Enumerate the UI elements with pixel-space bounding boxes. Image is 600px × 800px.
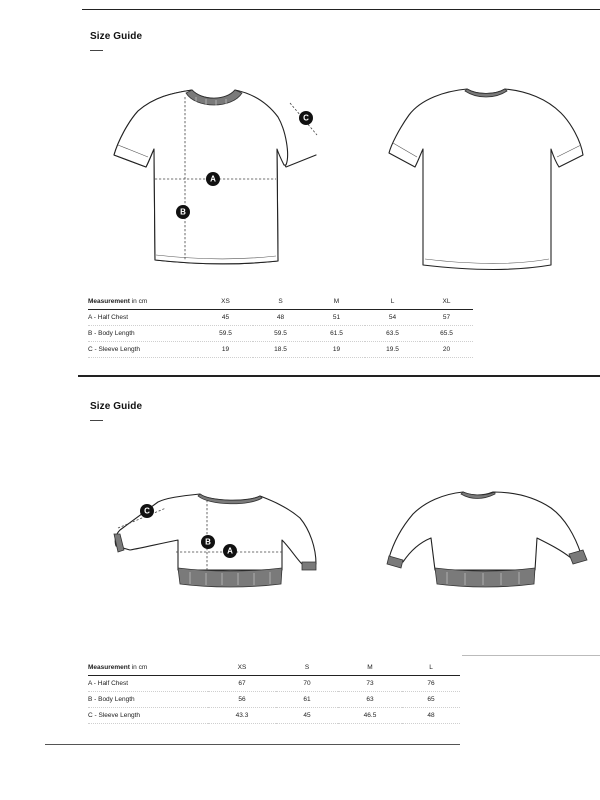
cell-value: 19.5 — [365, 342, 420, 358]
size-header: L — [402, 660, 460, 676]
cell-value: 76 — [402, 676, 460, 692]
size-header: S — [276, 660, 338, 676]
cell-value: 67 — [208, 676, 276, 692]
cell-value: 54 — [365, 310, 420, 326]
row-label: B - Body Length — [88, 692, 208, 708]
size-header: L — [365, 294, 420, 310]
sweatshirt-back-illustration — [383, 488, 588, 598]
cell-value: 56 — [208, 692, 276, 708]
svg-text:A: A — [210, 174, 216, 184]
cell-value: 61 — [276, 692, 338, 708]
row-label: B - Body Length — [88, 326, 198, 342]
cell-value: 48 — [253, 310, 308, 326]
cell-value: 18.5 — [253, 342, 308, 358]
size-header: XS — [198, 294, 253, 310]
measurement-header: Measurement in cm — [88, 294, 198, 310]
badge-c — [140, 504, 154, 518]
measurement-header: Measurement in cm — [88, 660, 208, 676]
table-row — [88, 708, 460, 724]
cell-value: 51 — [308, 310, 365, 326]
section-title: Size Guide — [90, 31, 143, 42]
svg-text:B: B — [205, 537, 211, 547]
size-table — [88, 660, 460, 724]
cell-value: 19 — [198, 342, 253, 358]
svg-text:C: C — [144, 506, 150, 516]
size-header: S — [253, 294, 308, 310]
cell-value: 57 — [420, 310, 473, 326]
svg-text:B: B — [180, 207, 186, 217]
section-title: Size Guide — [90, 401, 143, 412]
cell-value: 48 — [402, 708, 460, 724]
cell-value: 19 — [308, 342, 365, 358]
row-label: A - Half Chest — [88, 676, 208, 692]
badge-a — [223, 544, 237, 558]
right-edge-line — [462, 655, 600, 656]
cell-value: 61.5 — [308, 326, 365, 342]
cell-value: 59.5 — [198, 326, 253, 342]
table-row — [88, 692, 460, 708]
cell-value: 20 — [420, 342, 473, 358]
row-label: A - Half Chest — [88, 310, 198, 326]
bottom-scan-line — [45, 744, 460, 745]
row-label: C - Sleeve Length — [88, 708, 208, 724]
cell-value: 46.5 — [338, 708, 402, 724]
svg-text:A: A — [227, 546, 233, 556]
cell-value: 63.5 — [365, 326, 420, 342]
size-header: M — [308, 294, 365, 310]
cell-value: 43.3 — [208, 708, 276, 724]
table-row — [88, 676, 460, 692]
row-label: C - Sleeve Length — [88, 342, 198, 358]
svg-text:C: C — [303, 113, 309, 123]
cell-value: 63 — [338, 692, 402, 708]
badge-b — [201, 535, 215, 549]
cell-value: 73 — [338, 676, 402, 692]
size-header: M — [338, 660, 402, 676]
size-header: XL — [420, 294, 473, 310]
cell-value: 65.5 — [420, 326, 473, 342]
cell-value: 70 — [276, 676, 338, 692]
cell-value: 45 — [276, 708, 338, 724]
table-header-row — [88, 660, 460, 676]
size-header: XS — [208, 660, 276, 676]
cell-value: 65 — [402, 692, 460, 708]
cell-value: 45 — [198, 310, 253, 326]
cell-value: 59.5 — [253, 326, 308, 342]
